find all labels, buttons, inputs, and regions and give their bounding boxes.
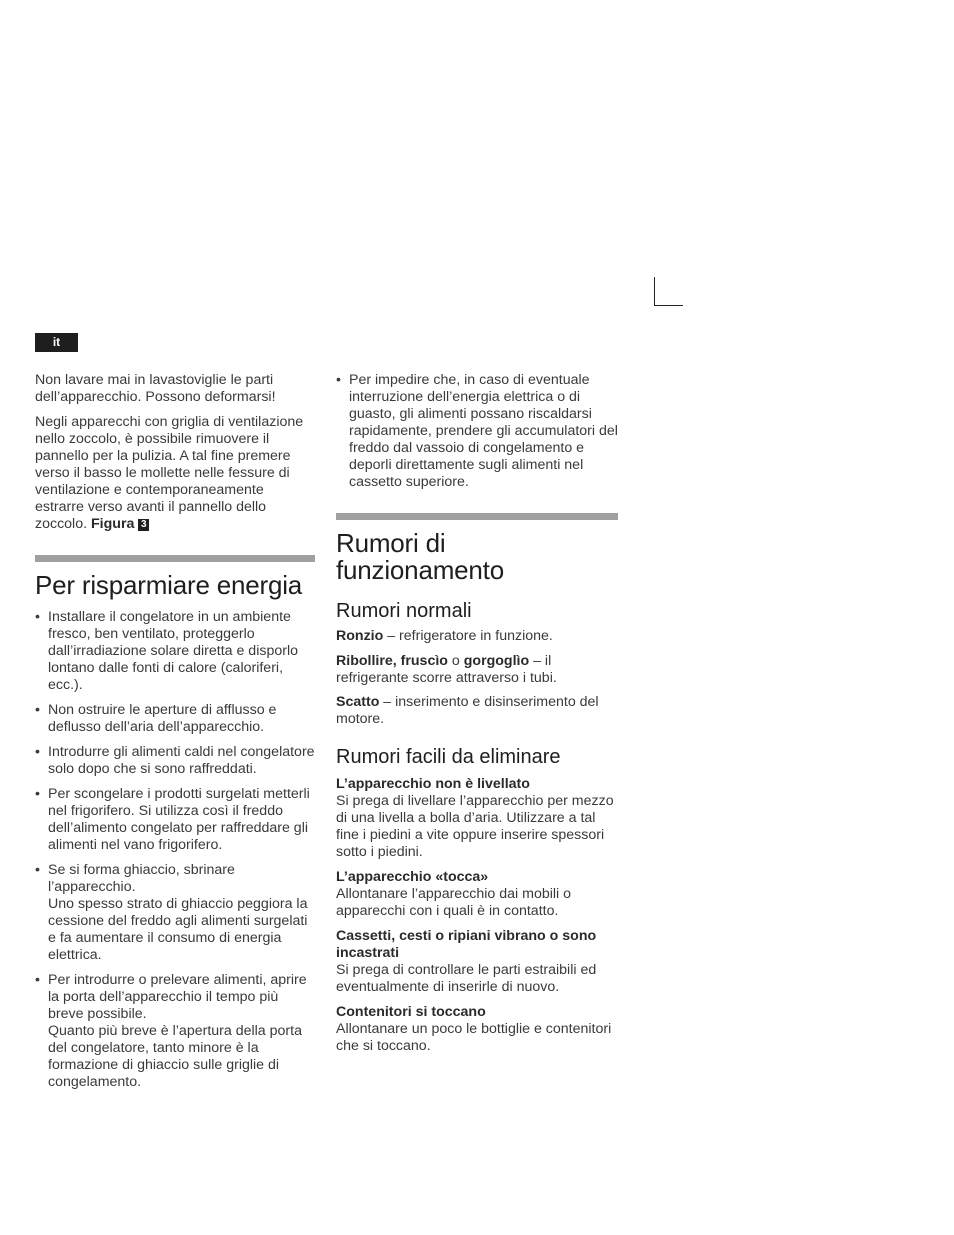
page-corner-mark xyxy=(654,277,683,306)
ventilation-panel-instructions xyxy=(35,414,315,533)
noise-issue xyxy=(336,1004,618,1055)
section-title-energy: Per risparmiare energia xyxy=(35,569,303,600)
section-divider-energy xyxy=(35,555,315,562)
noise-issue-title: L’apparecchio non è livellato xyxy=(336,776,530,792)
cleaning-warning: Non lavare mai in lavastoviglie le parti dell’apparecchio. Possono deformarsi! xyxy=(35,372,276,405)
right-column xyxy=(336,372,618,1063)
section-divider-noises xyxy=(336,513,618,520)
energy-tip: • Per scongelare i prodotti surgelati metterli nel frigorifero. Si utilizza così il freddo dell’alimento congelato per raffreddare gli alimenti nel vano frigorifero. xyxy=(35,785,310,853)
bullet-dot-icon: • xyxy=(35,608,40,625)
energy-tips-list xyxy=(35,609,315,1091)
noise-issue xyxy=(336,776,618,861)
bullet-dot-icon: • xyxy=(35,701,40,718)
energy-tip: • Non ostruire le aperture di afflusso e deflusso dell’aria dell’apparecchio. xyxy=(35,701,277,735)
left-column xyxy=(35,372,315,1099)
noise-issue xyxy=(336,928,618,996)
section-title-noises: Rumori di funzionamento xyxy=(336,528,504,585)
noise-issue-title: L’apparecchio «tocca» xyxy=(336,869,489,885)
noise-ribollire: Ribollire, fruscìo o gorgoglìo – il refrigerante scorre attraverso i tubi. xyxy=(336,652,557,686)
bullet-dot-icon: • xyxy=(35,971,40,988)
bullet-dot-icon: • xyxy=(35,861,40,878)
noise-issue-text: Allontanare l’apparecchio dai mobili o apparecchi con i quali è in contatto. xyxy=(336,886,572,919)
noise-ronzio: Ronzio – refrigeratore in funzione. xyxy=(336,628,553,644)
energy-tip: • Per introdurre o prelevare alimenti, aprire la porta dell’apparecchio il tempo più breve possibile. Quanto più breve è l’apertura della porta del congelatore, tanto minore è la formazione di ghiaccio sulle griglie di congelamento. xyxy=(35,971,307,1090)
noise-issue xyxy=(336,869,618,920)
bullet-dot-icon: • xyxy=(336,372,341,388)
subsection-title-easy-noises: Rumori facili da eliminare xyxy=(336,746,561,768)
ventilation-panel-text: Negli apparecchi con griglia di ventilazione nello zoccolo, è possibile rimuovere il pannello per la pulizia. A tal fine premere verso il basso le mollette nelle fessure di ventilazione e contemporaneamente estrarre verso avanti il pannello dello zoccolo. xyxy=(35,413,304,532)
figure-label: Figura xyxy=(91,515,135,532)
bullet-dot-icon: • xyxy=(35,785,40,802)
energy-tip: • Se si forma ghiaccio, sbrinare l’apparecchio. Uno spesso strato di ghiaccio peggiora la cessione del freddo agli alimenti surgelati e fa aumentare il consumo di energia elettrica. xyxy=(35,861,308,963)
noise-scatto: Scatto – inserimento e disinserimento del motore. xyxy=(336,694,599,727)
bullet-dot-icon: • xyxy=(35,743,40,760)
subsection-title-normal-noises: Rumori normali xyxy=(336,600,472,622)
noise-issue-title: Cassetti, cesti o ripiani vibrano o sono incastrati xyxy=(336,928,597,961)
language-badge: it xyxy=(35,333,78,352)
cold-accumulator-list xyxy=(336,372,618,491)
energy-tip: • Introdurre gli alimenti caldi nel congelatore solo dopo che si sono raffreddati. xyxy=(35,743,315,777)
cold-accumulator-tip: • Per impedire che, in caso di eventuale interruzione dell’energia elettrica o di guasto, gli alimenti possano riscaldarsi rapidamente, prendere gli accumulatori del freddo dal vassoio di congelamento e deporli direttamente sugli alimenti nel cassetto superiore. xyxy=(336,372,618,490)
noise-issue-text: Si prega di controllare le parti estraibili ed eventualmente di inserirle di nuovo. xyxy=(336,962,597,995)
noise-issue-title: Contenitori si toccano xyxy=(336,1004,486,1020)
figure-number-badge: 3 xyxy=(138,519,149,531)
noise-issue-text: Allontanare un poco le bottiglie e contenitori che si toccano. xyxy=(336,1021,612,1054)
energy-tip: • Installare il congelatore in un ambiente fresco, ben ventilato, proteggerlo dall’irradiazione solare diretta e disporlo lontano dalle fonti di calore (caloriferi, ecc.). xyxy=(35,608,298,693)
noise-issue-text: Si prega di livellare l’apparecchio per mezzo di una livella a bolla d’aria. Utilizzare a tal fine i piedini a vite oppure inserire spessori sotto i piedini. xyxy=(336,793,614,860)
